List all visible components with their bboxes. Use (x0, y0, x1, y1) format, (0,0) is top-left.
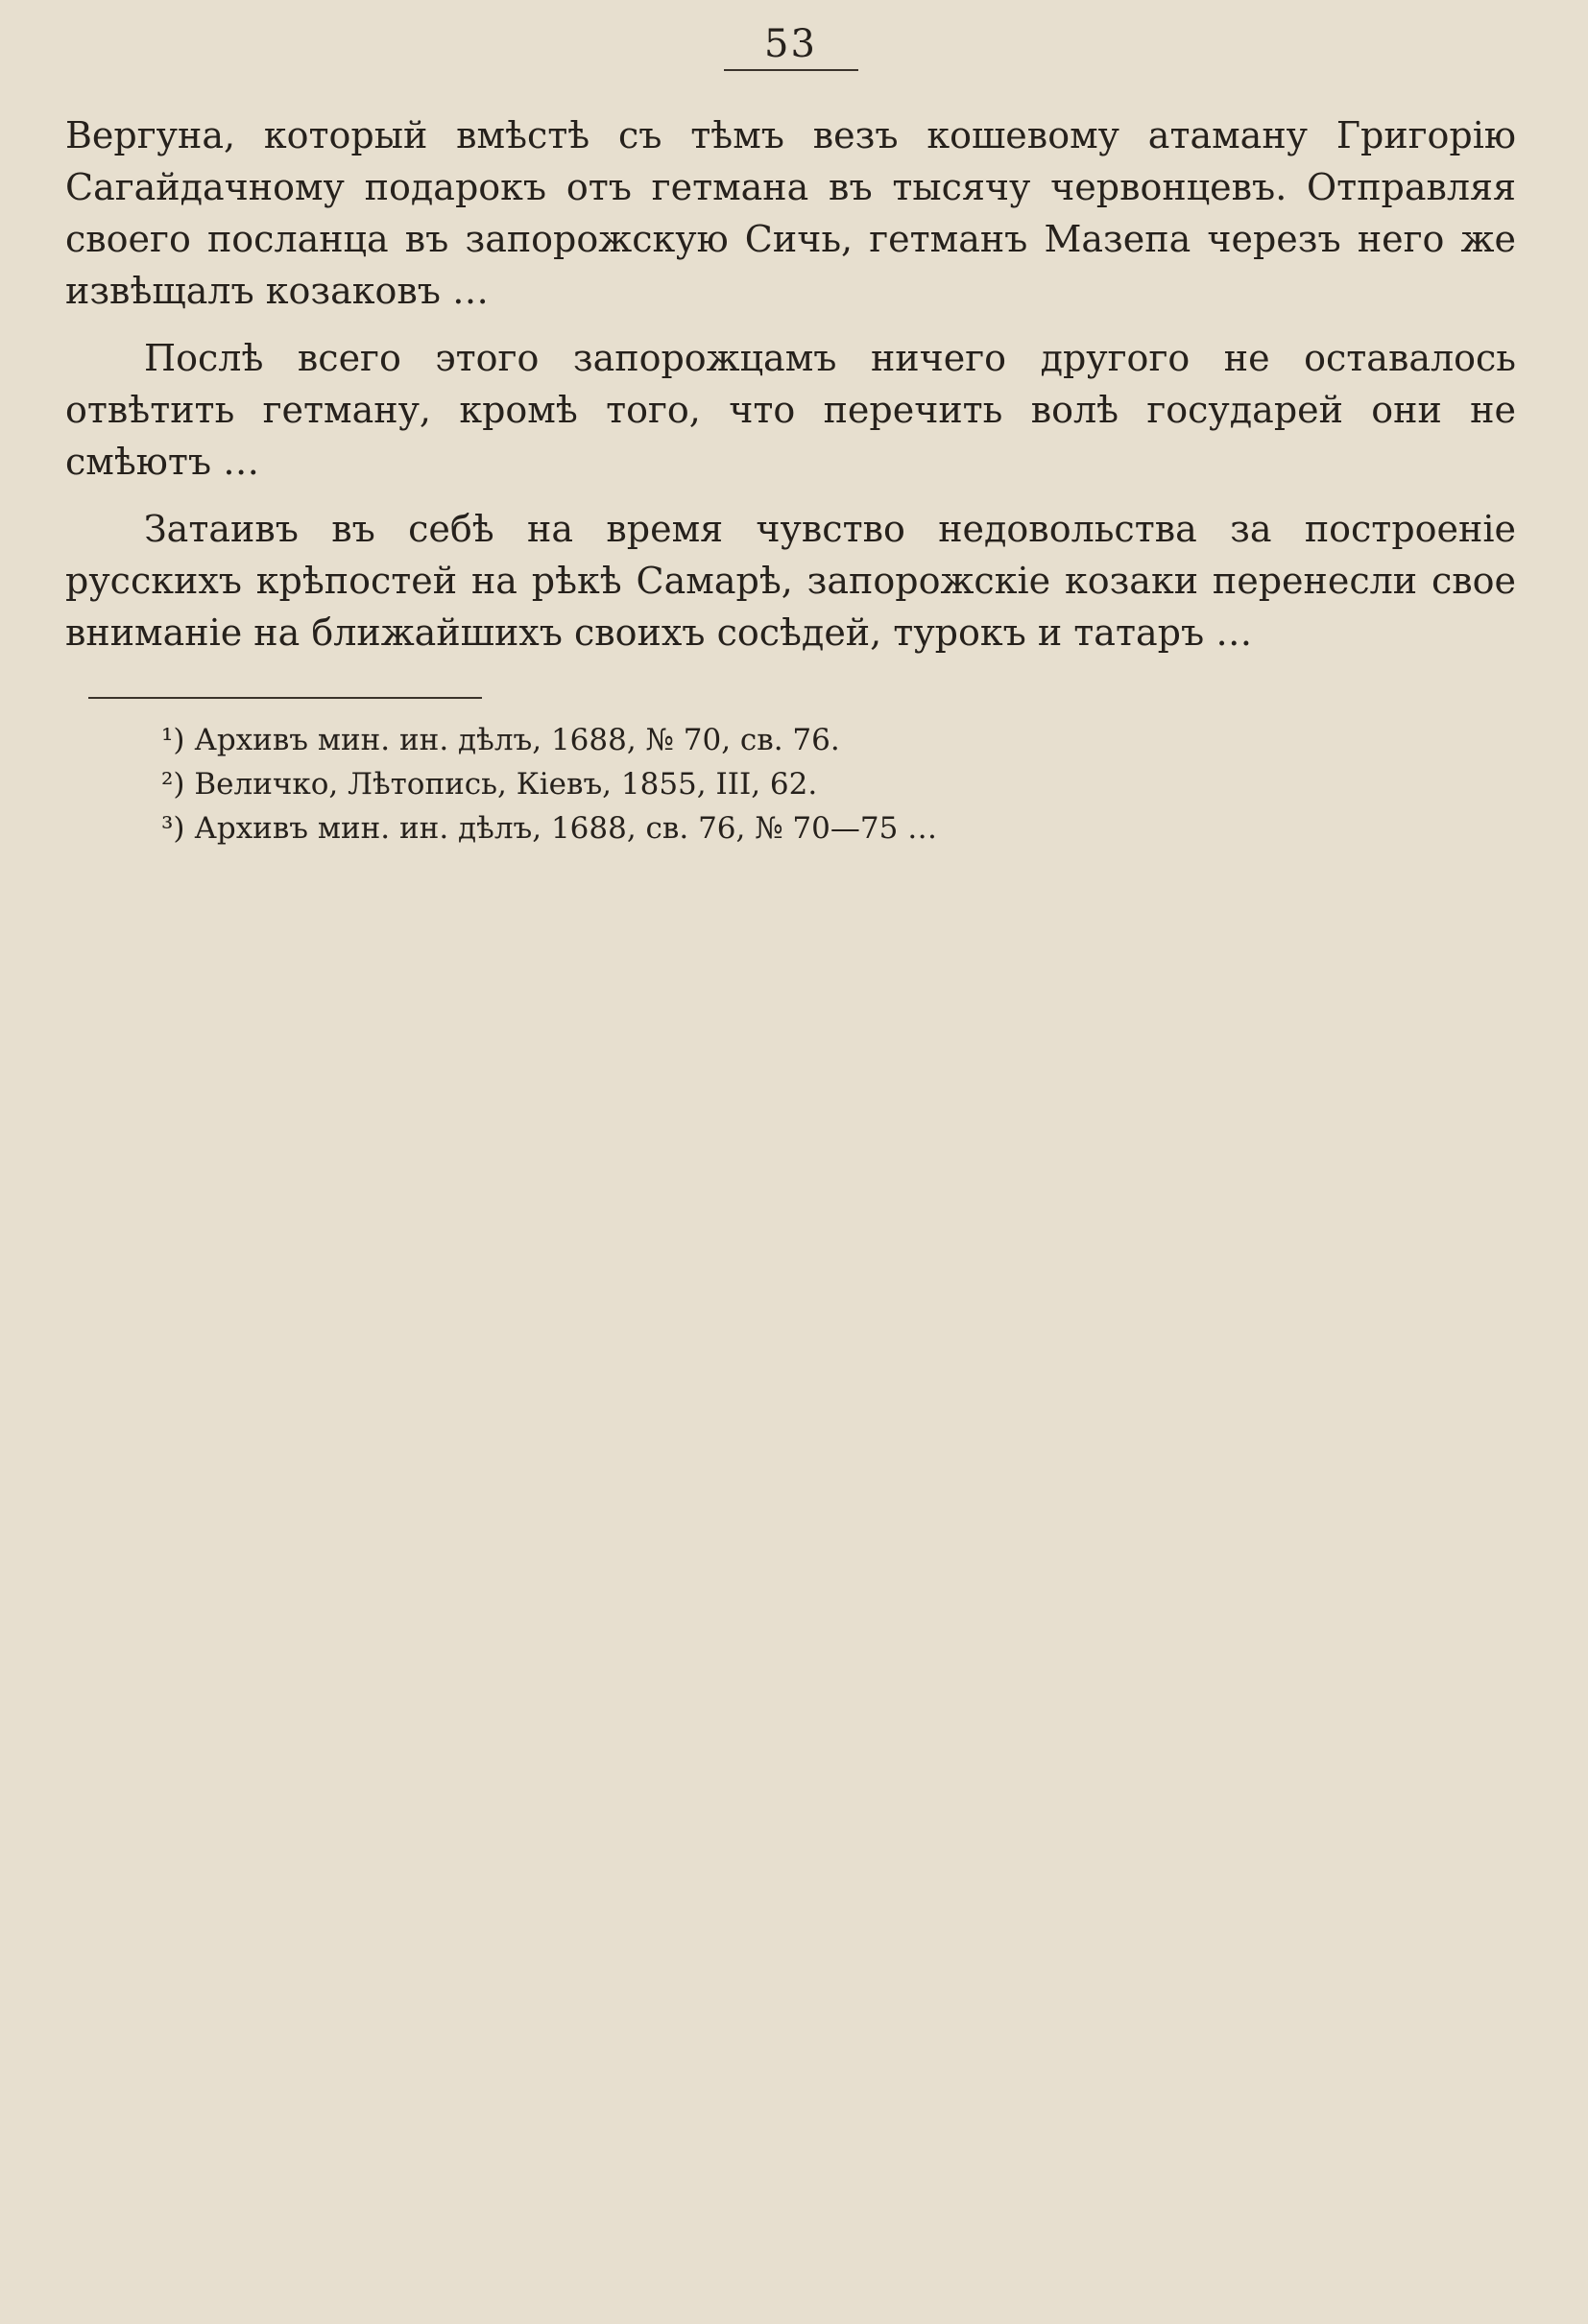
paragraph-2: Послѣ всего этого запорожцамъ ничего другого не оставалось отвѣтить гетману, кромѣ того, что перечить волѣ государей они не смѣютъ … (65, 337, 1516, 483)
footnote-2: ²) Величко, Лѣтопись, Кіевъ, 1855, III, 62. (161, 767, 818, 802)
footnote-1: ¹) Архивъ мин. ин. дѣлъ, 1688, № 70, св. 76. (161, 723, 840, 757)
page-number: 53 (764, 22, 817, 66)
paragraph-3: Затаивъ въ себѣ на время чувство недовольства за построеніе русскихъ крѣпостей на рѣкѣ Самарѣ, запорожскіе козаки перенесли свое вниманіе на ближайшихъ своихъ сосѣдей, турокъ и татаръ … (65, 508, 1516, 654)
page-number-rule (724, 69, 858, 71)
footnote-rule (88, 697, 482, 699)
paragraph-1: Вергуна, который вмѣстѣ съ тѣмъ везъ кошевому атаману Григорію Сагайдачному подарокъ отъ гетмана въ тысячу червонцевъ. Отправляя своего посланца въ запорожскую Сичь, гетманъ Мазепа черезъ него же извѣщалъ козаковъ … (65, 114, 1516, 312)
main-text (65, 109, 1516, 659)
footnote-3: ³) Архивъ мин. ин. дѣлъ, 1688, св. 76, № 70—75 … (161, 811, 938, 846)
footnotes (65, 718, 1516, 851)
